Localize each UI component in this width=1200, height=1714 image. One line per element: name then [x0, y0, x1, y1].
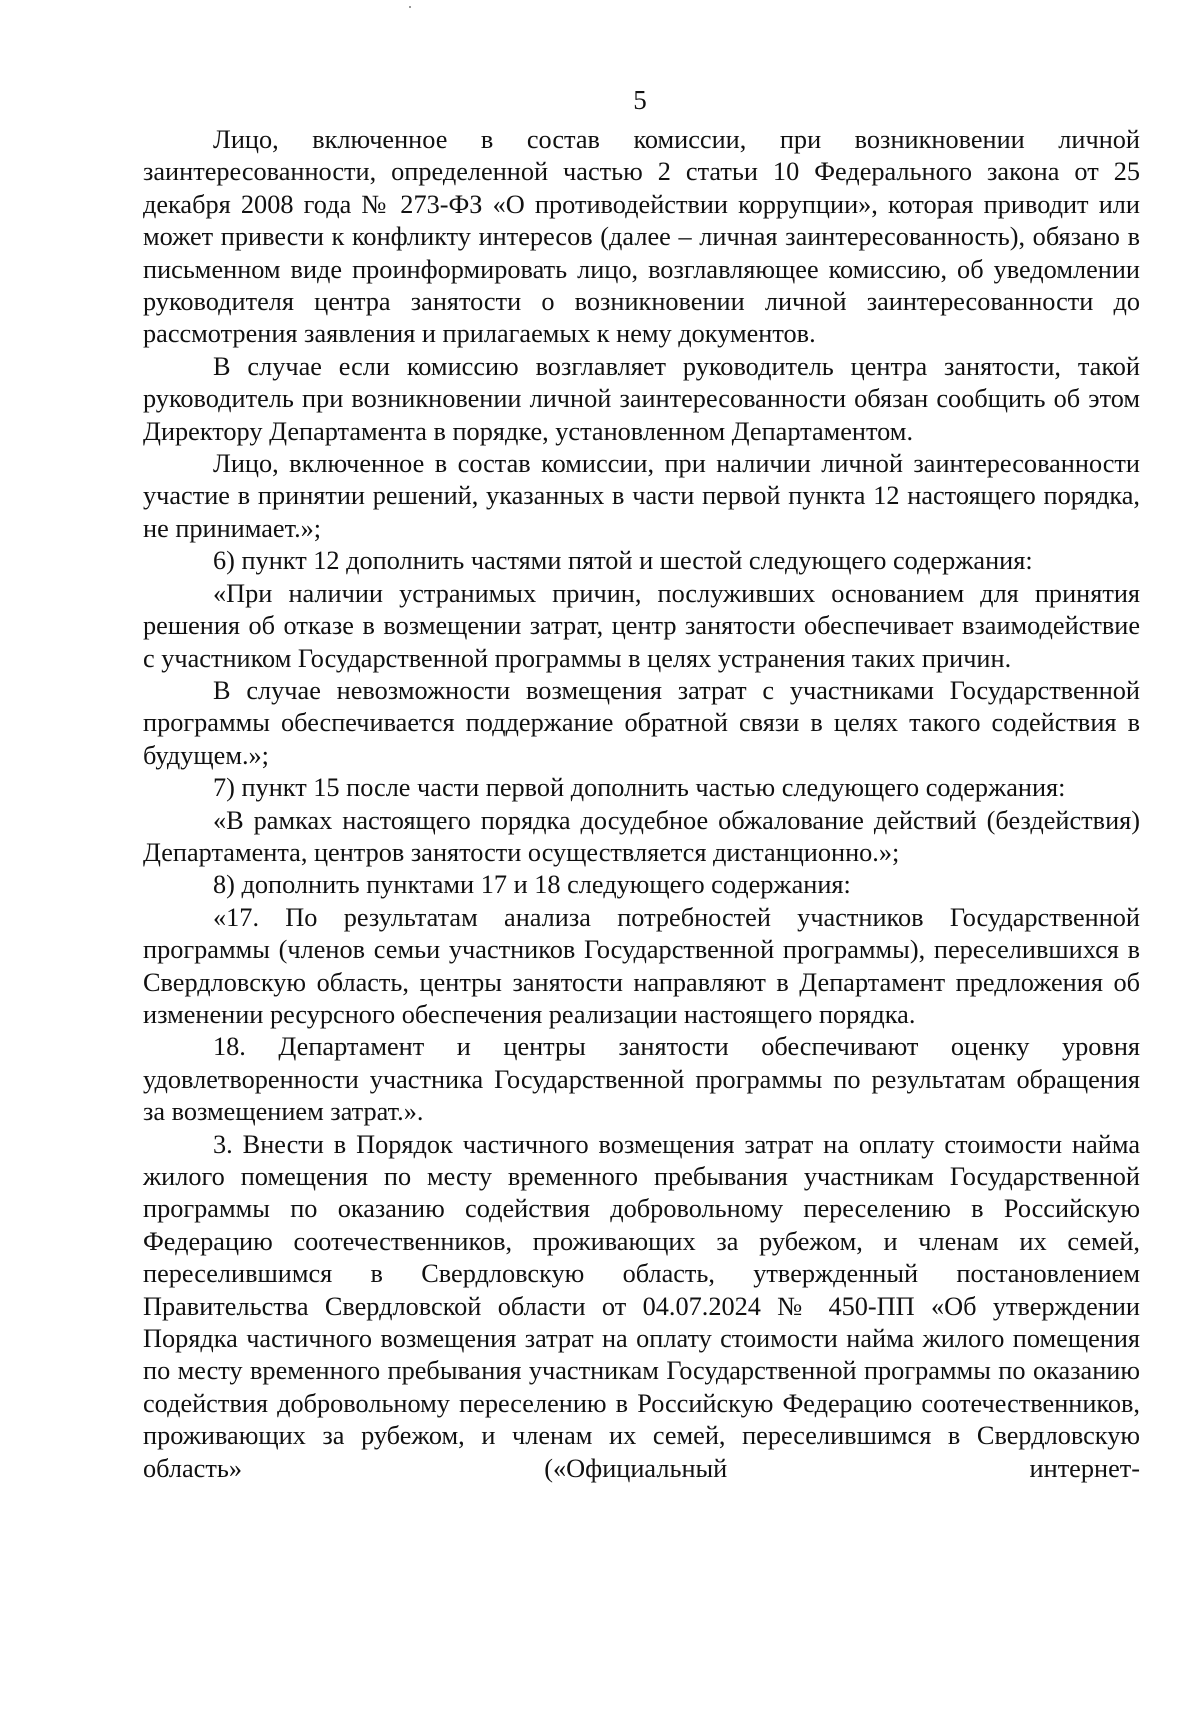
document-body — [143, 124, 1140, 1485]
paragraph-no-participation: Лицо, включенное в состав комиссии, при наличии личной заинтересованности участие в принятии решений, указанных в части первой пункта 12 настоящего порядка, не принимает.»; — [143, 449, 1140, 543]
paragraph-item-17: «17. По результатам анализа потребностей участников Государственной программы (членов семьи участников Государственной программы), переселившихся в Свердловскую область, центры занятости направляют в Департамент предложения об изменении ресурсного обеспечения реализации настоящего порядка. — [143, 902, 1140, 1029]
paragraph-pretrial-appeal: «В рамках настоящего порядка досудебное обжалование действий (бездействия) Департамента, центров занятости осуществляется дистанционно.»; — [143, 805, 1140, 867]
paragraph-amendment-8: 8) дополнить пунктами 17 и 18 следующего содержания: — [213, 870, 851, 900]
paragraph-amendment-6: 6) пункт 12 дополнить частями пятой и шестой следующего содержания: — [213, 546, 1033, 576]
scan-artifact-dot — [409, 6, 411, 8]
paragraph-removable-reasons: «При наличии устранимых причин, послуживших основанием для принятия решения об отказе в возмещении затрат, центр занятости обеспечивает взаимодействие с участником Государственной программы в целях устранения таких причин. — [143, 578, 1140, 673]
paragraph-conflict-of-interest-notice: Лицо, включенное в состав комиссии, при возникновении личной заинтересованности, определенной частью 2 статьи 10 Федерального закона от 25 декабря 2008 года № 273-ФЗ «О противодействии коррупции», которая приводит или может привести к конфликту интересов (далее – личная заинтересованность), обязано в письменном виде проинформировать лицо, возглавляющее комиссию, об уведомлении руководителя центра занятости о возникновении личной заинтересованности до рассмотрения заявления и прилагаемых к нему документов. — [143, 125, 1140, 349]
page-number: 5 — [633, 85, 647, 115]
paragraph-section-3: 3. Внести в Порядок частичного возмещения затрат на оплату стоимости найма жилого помещения по месту временного пребывания участникам Государственной программы по оказанию содействия добровольному переселению в Российскую Федерацию соотечественников, проживающих за рубежом, и членам их семей, переселившимся в Свердловскую область, утвержденный постановлением Правительства Свердловской области от 04.07.2024 № 450-ПП «Об утверждении Порядка частичного возмещения затрат на оплату стоимости найма жилого помещения по месту временного пребывания участникам Государственной программы по оказанию содействия добровольному переселению в Российскую Федерацию соотечественников, проживающих за рубежом, и членам их семей, переселившимся в Свердловскую область» («Официальный интернет- — [143, 1129, 1140, 1483]
paragraph-feedback: В случае невозможности возмещения затрат с участниками Государственной программы обеспечивается поддержание обратной связи в целях такого содействия в будущем.»; — [143, 675, 1140, 770]
paragraph-commission-head-case: В случае если комиссию возглавляет руководитель центра занятости, такой руководитель при возникновении личной заинтересованности обязан сообщить об этом Директору Департамента в порядке, установленном Департаментом. — [143, 351, 1140, 446]
paragraph-amendment-7: 7) пункт 15 после части первой дополнить частью следующего содержания: — [213, 773, 1066, 803]
paragraph-item-18: 18. Департамент и центры занятости обеспечивают оценку уровня удовлетворенности участника Государственной программы по результатам обращения за возмещением затрат.». — [143, 1032, 1140, 1127]
